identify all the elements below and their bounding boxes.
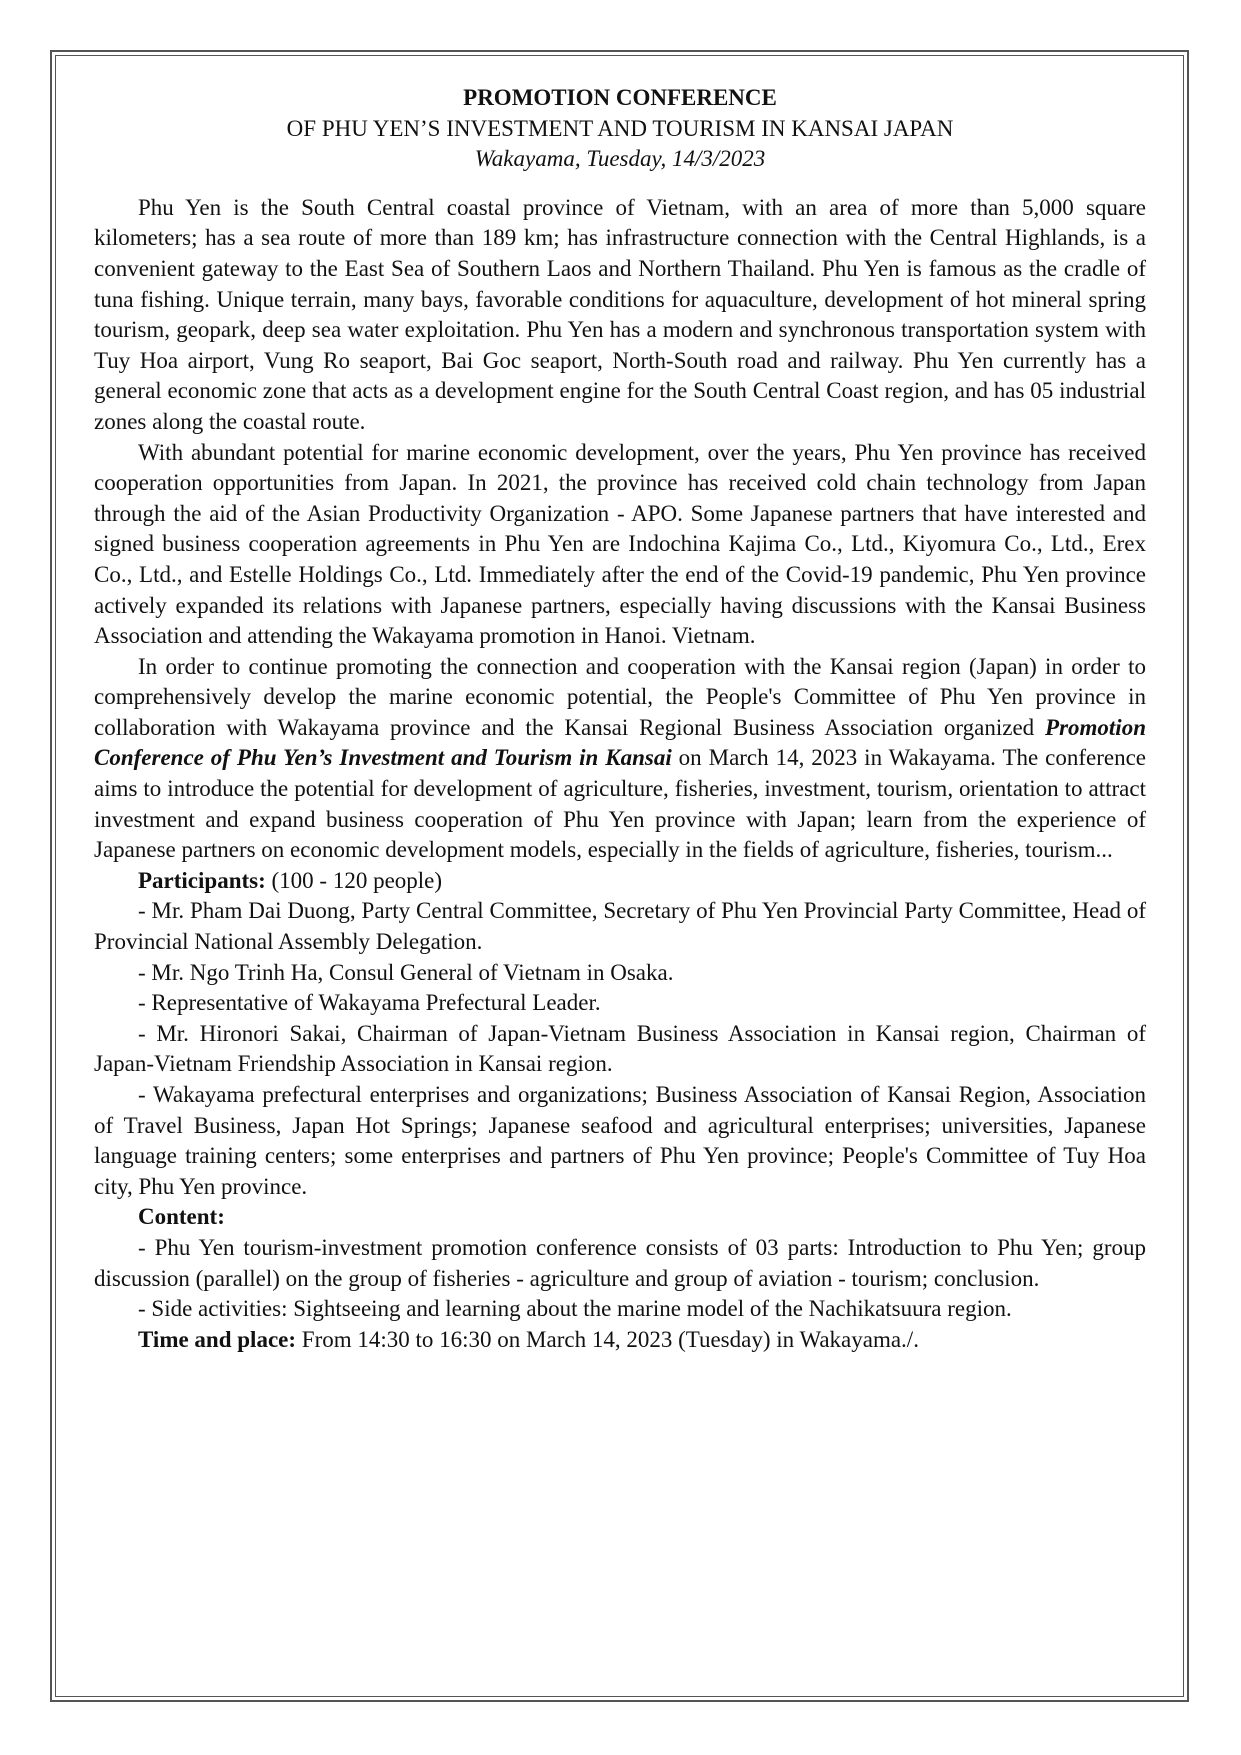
participants-label: Participants:	[138, 867, 266, 893]
document-date-line: Wakayama, Tuesday, 14/3/2023	[474, 146, 766, 172]
intro-paragraph-3	[94, 652, 1146, 866]
time-place-text: From 14:30 to 16:30 on March 14, 2023 (Tuesday) in Wakayama./.	[296, 1326, 919, 1352]
participant-item: - Wakayama prefectural enterprises and organizations; Business Association of Kansai Region, Association of Travel Business, Japan Hot Springs; Japanese seafood and agricultural enterprises; universities, Japanese language training centers; some enterprises and partners of Phu Yen province; People's Committee of Tuy Hoa city, Phu Yen province.	[94, 1082, 1146, 1199]
content-item: - Phu Yen tourism-investment promotion conference consists of 03 parts: Introduction to Phu Yen; group discussion (parallel) on the group of fisheries - agriculture and group of aviation - tourism; conclusion.	[94, 1234, 1146, 1291]
participants-count: (100 - 120 people)	[265, 867, 443, 893]
participant-item: - Mr. Ngo Trinh Ha, Consul General of Vietnam in Osaka.	[138, 959, 674, 985]
participants-heading	[94, 866, 1146, 897]
document-title: PROMOTION CONFERENCE	[463, 85, 777, 110]
intro-paragraph-3-tail: on March 14, 2023 in Wakayama. The conference aims to introduce the potential for development of agriculture, fisheries, investment, tourism, orientation to attract investment and expand business cooperation of Phu Yen province with Japan; learn from the experience of Japanese partners on economic development models, especially in the fields of agriculture, fisheries, tourism...	[94, 745, 1146, 863]
participant-item: - Mr. Pham Dai Duong, Party Central Committee, Secretary of Phu Yen Provincial Party Committee, Head of Provincial National Assembly Delegation.	[94, 898, 1146, 955]
time-place-line	[94, 1325, 1146, 1356]
intro-paragraph-2: With abundant potential for marine economic development, over the years, Phu Yen province has received cooperation opportunities from Japan. In 2021, the province has received cold chain technology from Japan through the aid of the Asian Productivity Organization - APO. Some Japanese partners that have interested and signed business cooperation agreements in Phu Yen are Indochina Kajima Co., Ltd., Kiyomura Co., Ltd., Erex Co., Ltd., and Estelle Holdings Co., Ltd. Immediately after the end of the Covid-19 pandemic, Phu Yen province actively expanded its relations with Japanese partners, especially having discussions with the Kansai Business Association and attending the Wakayama promotion in Hanoi. Vietnam.	[94, 439, 1146, 649]
content-item: - Side activities: Sightseeing and learning about the marine model of the Nachikatsuura region.	[138, 1296, 1012, 1322]
document-body	[94, 83, 1146, 1355]
content-label: Content:	[138, 1204, 225, 1230]
event-name: Promotion Conference of Phu Yen’s Investment and Tourism in Kansai	[94, 714, 1146, 771]
time-place-label: Time and place:	[138, 1326, 297, 1352]
intro-paragraph-1: Phu Yen is the South Central coastal province of Vietnam, with an area of more than 5,000 square kilometers; has a sea route of more than 189 km; has infrastructure connection with the Central Highlands, is a convenient gateway to the East Sea of Southern Laos and Northern Thailand. Phu Yen is famous as the cradle of tuna fishing. Unique terrain, many bays, favorable conditions for aquaculture, development of hot mineral spring tourism, geopark, deep sea water exploitation. Phu Yen has a modern and synchronous transportation system with Tuy Hoa airport, Vung Ro seaport, Bai Goc seaport, North-South road and railway. Phu Yen currently has a general economic zone that acts as a development engine for the South Central Coast region, and has 05 industrial zones along the coastal route.	[94, 194, 1146, 434]
document-subtitle: OF PHU YEN’S INVESTMENT AND TOURISM IN KANSAI JAPAN	[286, 115, 954, 141]
intro-paragraph-3-lead: In order to continue promoting the connection and cooperation with the Kansai region (Japan) in order to comprehensively develop the marine economic potential, the People's Committee of Phu Yen province in collaboration with Wakayama province and the Kansai Regional Business Association organized	[94, 653, 1146, 740]
participant-item: - Mr. Hironori Sakai, Chairman of Japan-Vietnam Business Association in Kansai region, Chairman of Japan-Vietnam Friendship Association in Kansai region.	[94, 1020, 1146, 1077]
participant-item: - Representative of Wakayama Prefectural Leader.	[138, 990, 601, 1016]
content-heading	[94, 1202, 1146, 1233]
